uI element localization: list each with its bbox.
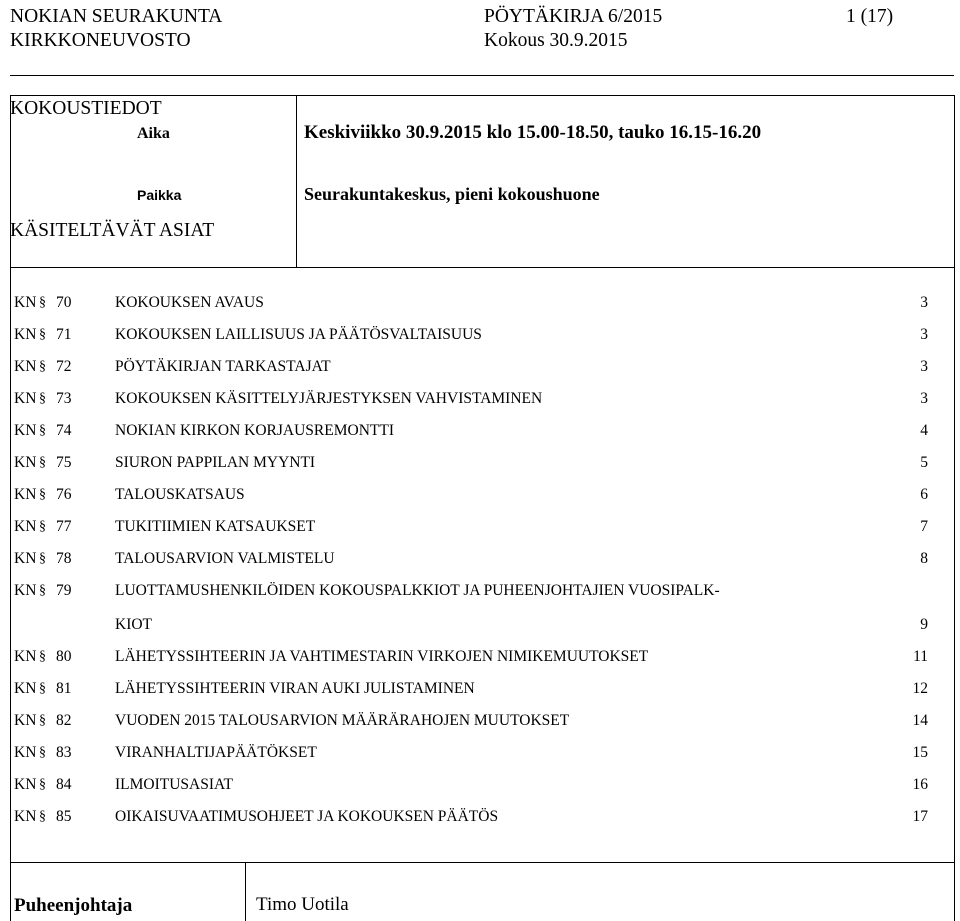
item-number: 70 xyxy=(56,294,72,311)
item-prefix: KN xyxy=(14,808,37,825)
item-title: SIURON PAPPILAN MYYNTI xyxy=(115,454,316,471)
item-prefix: KN xyxy=(14,744,37,761)
item-prefix: KN xyxy=(14,582,37,599)
section-symbol: § xyxy=(39,809,46,824)
item-page: 8 xyxy=(920,550,928,567)
agenda-item xyxy=(14,484,928,506)
item-title: KOKOUKSEN AVAUS xyxy=(115,294,264,311)
item-number: 71 xyxy=(56,326,72,343)
item-page: 7 xyxy=(920,518,928,535)
item-prefix: KN xyxy=(14,648,37,665)
item-number: 73 xyxy=(56,390,72,407)
signature-divider xyxy=(10,862,954,863)
time-label: Aika xyxy=(137,125,170,142)
info-box-bottom-border xyxy=(10,267,954,268)
item-page: 3 xyxy=(920,390,928,407)
agenda-item xyxy=(14,420,928,442)
item-number: 79 xyxy=(56,582,72,599)
item-prefix: KN xyxy=(14,422,37,439)
organization-name: NOKIAN SEURAKUNTA xyxy=(10,6,223,27)
item-page: 14 xyxy=(912,712,928,729)
agenda-item xyxy=(14,452,928,474)
item-number: 83 xyxy=(56,744,72,761)
item-page: 16 xyxy=(912,776,928,793)
item-title: NOKIAN KIRKON KORJAUSREMONTTI xyxy=(115,422,394,439)
agenda-item xyxy=(14,548,928,570)
item-title: KOKOUKSEN KÄSITTELYJÄRJESTYKSEN VAHVISTAMINEN xyxy=(115,390,543,407)
page-frame-left-border xyxy=(10,95,11,921)
section-symbol: § xyxy=(39,777,46,792)
place-value: Seurakuntakeskus, pieni kokoushuone xyxy=(304,184,600,204)
section-symbol: § xyxy=(39,681,46,696)
item-title: VUODEN 2015 TALOUSARVION MÄÄRÄRAHOJEN MUUTOKSET xyxy=(115,712,570,729)
item-title: KOKOUKSEN LAILLISUUS JA PÄÄTÖSVALTAISUUS xyxy=(115,326,482,343)
item-prefix: KN xyxy=(14,294,37,311)
item-prefix: KN xyxy=(14,486,37,503)
item-page: 15 xyxy=(912,744,928,761)
item-number: 84 xyxy=(56,776,72,793)
section-symbol: § xyxy=(39,295,46,310)
item-number: 75 xyxy=(56,454,72,471)
item-page: 9 xyxy=(920,616,928,633)
item-title: KIOT xyxy=(115,616,153,633)
section-symbol: § xyxy=(39,391,46,406)
item-page: 3 xyxy=(920,326,928,343)
item-title: VIRANHALTIJAPÄÄTÖKSET xyxy=(115,744,317,761)
item-prefix: KN xyxy=(14,390,37,407)
document-title: PÖYTÄKIRJA 6/2015 xyxy=(484,6,663,27)
section-symbol: § xyxy=(39,649,46,664)
section-symbol: § xyxy=(39,713,46,728)
item-number: 82 xyxy=(56,712,72,729)
agenda-item xyxy=(14,292,928,314)
chair-name: Timo Uotila xyxy=(256,894,349,915)
item-page: 3 xyxy=(920,294,928,311)
time-value: Keskiviikko 30.9.2015 klo 15.00-18.50, tauko 16.15-16.20 xyxy=(304,122,762,143)
item-prefix: KN xyxy=(14,550,37,567)
agenda-item xyxy=(14,806,928,828)
item-title: LÄHETYSSIHTEERIN JA VAHTIMESTARIN VIRKOJEN NIMIKEMUUTOKSET xyxy=(115,648,649,665)
agenda-item xyxy=(14,356,928,378)
item-number: 80 xyxy=(56,648,72,665)
item-number: 74 xyxy=(56,422,72,439)
info-column-divider xyxy=(296,95,297,267)
item-title: ILMOITUSASIAT xyxy=(115,776,233,793)
item-prefix: KN xyxy=(14,326,37,343)
item-page: 12 xyxy=(912,680,928,697)
item-page: 5 xyxy=(920,454,928,471)
item-page: 3 xyxy=(920,358,928,375)
section-symbol: § xyxy=(39,487,46,502)
item-prefix: KN xyxy=(14,712,37,729)
item-title: PÖYTÄKIRJAN TARKASTAJAT xyxy=(115,358,331,375)
signature-column-divider xyxy=(245,862,246,921)
page-frame-right-border xyxy=(954,95,955,921)
section-symbol: § xyxy=(39,327,46,342)
item-title: LUOTTAMUSHENKILÖIDEN KOKOUSPALKKIOT JA PUHEENJOHTAJIEN VUOSIPALK- xyxy=(115,582,720,599)
item-prefix: KN xyxy=(14,518,37,535)
item-number: 85 xyxy=(56,808,72,825)
item-title: TUKITIIMIEN KATSAUKSET xyxy=(115,518,316,535)
item-prefix: KN xyxy=(14,680,37,697)
item-page: 17 xyxy=(912,808,928,825)
item-title: OIKAISUVAATIMUSOHJEET JA KOKOUKSEN PÄÄTÖS xyxy=(115,808,499,825)
agenda-item xyxy=(14,580,928,602)
agenda-item xyxy=(14,388,928,410)
item-title: TALOUSARVION VALMISTELU xyxy=(115,550,335,567)
section-symbol: § xyxy=(39,551,46,566)
item-page: 11 xyxy=(913,648,928,665)
item-number: 78 xyxy=(56,550,72,567)
agenda-item xyxy=(14,774,928,796)
item-page: 6 xyxy=(920,486,928,503)
section-symbol: § xyxy=(39,359,46,374)
header-divider xyxy=(10,75,954,76)
meeting-date: Kokous 30.9.2015 xyxy=(484,30,628,51)
agenda-item xyxy=(14,710,928,732)
item-prefix: KN xyxy=(14,454,37,471)
agenda-item xyxy=(14,742,928,764)
organization-unit: KIRKKONEUVOSTO xyxy=(10,30,191,51)
item-number: 76 xyxy=(56,486,72,503)
agenda-item xyxy=(14,516,928,538)
info-box-top-border xyxy=(10,95,954,96)
item-number: 77 xyxy=(56,518,72,535)
section-symbol: § xyxy=(39,583,46,598)
agenda-heading: KÄSITELTÄVÄT ASIAT xyxy=(10,220,215,241)
item-prefix: KN xyxy=(14,776,37,793)
place-label: Paikka xyxy=(137,187,182,203)
meeting-info-heading: KOKOUSTIEDOT xyxy=(10,98,162,119)
item-title: TALOUSKATSAUS xyxy=(115,486,245,503)
agenda-item-continuation xyxy=(14,614,928,636)
section-symbol: § xyxy=(39,423,46,438)
section-symbol: § xyxy=(39,455,46,470)
agenda-item xyxy=(14,324,928,346)
chair-label: Puheenjohtaja xyxy=(14,895,133,916)
item-number: 81 xyxy=(56,680,72,697)
section-symbol: § xyxy=(39,519,46,534)
agenda-item xyxy=(14,646,928,668)
agenda-item xyxy=(14,678,928,700)
item-page: 4 xyxy=(920,422,928,439)
item-prefix: KN xyxy=(14,358,37,375)
page-info: 1 (17) xyxy=(846,6,894,27)
item-number: 72 xyxy=(56,358,72,375)
item-title: LÄHETYSSIHTEERIN VIRAN AUKI JULISTAMINEN xyxy=(115,680,475,697)
section-symbol: § xyxy=(39,745,46,760)
